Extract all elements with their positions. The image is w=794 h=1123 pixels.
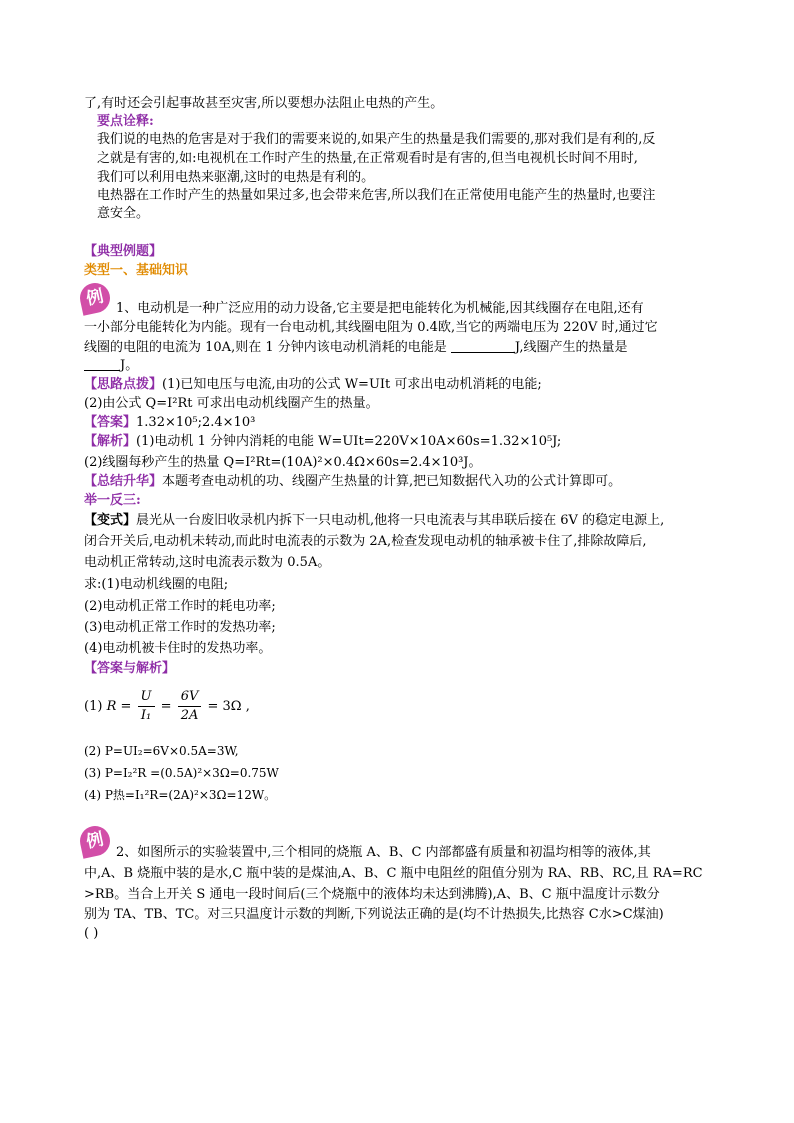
- practice-title: 举一反三:: [84, 493, 141, 508]
- example-1-text: J。: [84, 357, 138, 375]
- example-badge-1: 例: [77, 280, 113, 316]
- key-points-title: 要点诠释:: [97, 114, 154, 129]
- answer-blank: [451, 339, 515, 353]
- example-2-text: 2、如图所示的实验装置中,三个相同的烧瓶 A、B、C 内部都盛有质量和初温均相等的液体,其: [116, 845, 651, 860]
- stall-heat-formula: (4) P热=I₁²R=(2A)²×3Ω=12W。: [84, 788, 277, 802]
- practice-question: (3)电动机正常工作时的发热功率;: [84, 620, 276, 635]
- fraction-6v-over-2a: $\frac{6V}{2A}$: [178, 688, 202, 725]
- intro-line: 我们说的电热的危害是对于我们的需要来说的,如果产生的热量是我们需要的,那对我们是有利的,反: [97, 132, 656, 147]
- example-1-text: 一小部分电能转化为内能。现有一台电动机,其线圈电阻为 0.4欧,当它的两端电压为 220V 时,通过它: [84, 320, 658, 335]
- resistance-formula: (1) R = $\frac{U}{\text{I₁}}$ = $\frac{6V}{2A}$ = 3Ω ,: [84, 689, 250, 723]
- intro-line: 意安全。: [97, 206, 150, 221]
- example-1-text: 1、电动机是一种广泛应用的动力设备,它主要是把电能转化为机械能,因其线圈存在电阻,还有: [116, 301, 644, 316]
- example-badge-2: 例: [77, 823, 113, 859]
- example-2-choices: ( ): [84, 926, 99, 941]
- practice-text: 【变式】晨光从一台废旧收录机内拆下一只电动机,他将一只电流表与其串联后接在 6V 的稳定电源上,: [84, 513, 665, 528]
- intro-line: 我们可以利用电热来驱潮,这时的电热是有利的。: [97, 170, 375, 185]
- power-formula: (2) P=UI₂=6V×0.5A=3W,: [84, 744, 239, 758]
- practice-text: 闭合开关后,电动机未转动,而此时电流表的示数为 2A,检查发现电动机的轴承被卡住了,排除故障后,: [84, 534, 647, 549]
- answer-line: 【答案】1.32×10⁵;2.4×10³: [84, 415, 256, 430]
- practice-question: 求:(1)电动机线圈的电阻;: [84, 577, 229, 592]
- intro-line: 电热器在工作时产生的热量如果过多,也会带来危害,所以我们在正常使用电能产生的热量时,也要注: [97, 188, 656, 203]
- practice-question: (2)电动机正常工作时的耗电功率;: [84, 599, 276, 614]
- fraction-u-over-i: $\frac{U}{\text{I₁}}$: [138, 688, 155, 725]
- intro-line: 之就是有害的,如:电视机在工作时产生的热量,在正常观看时是有害的,但当电视机长时间不用时,: [97, 151, 638, 166]
- analysis-line: 【解析】(1)电动机 1 分钟内消耗的电能 W=UIt=220V×10A×60s=1.32×10⁵J;: [84, 434, 562, 449]
- answer-analysis-title: 【答案与解析】: [84, 661, 176, 676]
- summary-line: 【总结升华】本题考查电动机的功、线圈产生热量的计算,把已知数据代入功的公式计算即可。: [84, 474, 622, 489]
- section-heading: 【典型例题】: [84, 244, 163, 259]
- example-2-text: >RB。当合上开关 S 通电一段时间后(三个烧瓶中的液体均未达到沸腾),A、B、C 瓶中温度计示数分: [84, 887, 660, 902]
- hint-line: (2)由公式 Q=I²Rt 可求出电动机线圈产生的热量。: [84, 396, 379, 411]
- type-heading: 类型一、基础知识: [84, 263, 189, 278]
- intro-line: 了,有时还会引起事故甚至灾害,所以要想办法阻止电热的产生。: [84, 96, 444, 111]
- example-2-text: 别为 TA、TB、TC。对三只温度计示数的判断,下列说法正确的是(均不计热损失,比热容 C水>C煤油): [84, 907, 664, 922]
- answer-blank: [84, 357, 120, 371]
- heat-power-formula: (3) P=I₂²R =(0.5A)²×3Ω=0.75W: [84, 766, 279, 780]
- hint-line: 【思路点拨】(1)已知电压与电流,由功的公式 W=UIt 可求出电动机消耗的电能;: [84, 377, 542, 392]
- practice-text: 电动机正常转动,这时电流表示数为 0.5A。: [84, 555, 331, 570]
- analysis-line: (2)线圈每秒产生的热量 Q=I²Rt=(10A)²×0.4Ω×60s=2.4×10³J。: [84, 455, 482, 470]
- example-2-text: 中,A、B 烧瓶中装的是水,C 瓶中装的是煤油,A、B、C 瓶中电阻丝的阻值分别为 RA、RB、RC,且 RA=RC: [84, 866, 703, 881]
- example-1-text: 线圈的电阻的电流为 10A,则在 1 分钟内该电动机消耗的电能是 J,线圈产生的热量是: [84, 340, 628, 355]
- practice-question: (4)电动机被卡住时的发热功率。: [84, 641, 272, 656]
